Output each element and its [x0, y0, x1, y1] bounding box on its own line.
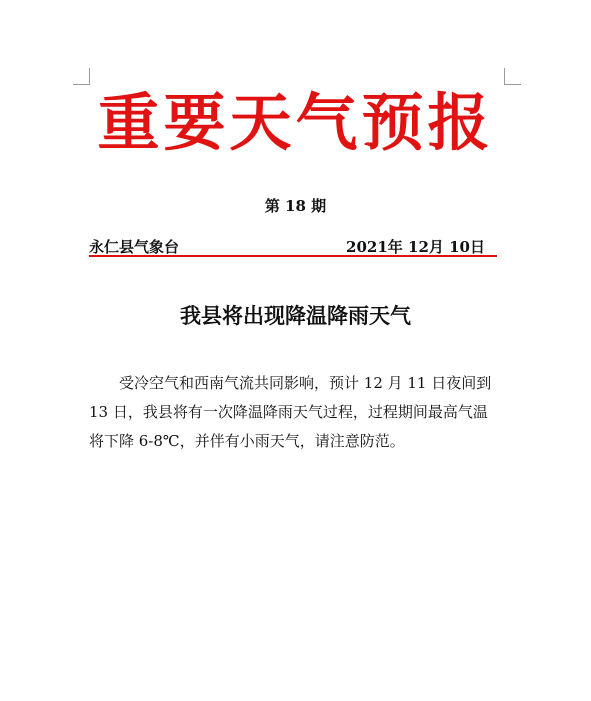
- masthead-title: 重要天气预报: [97, 86, 494, 159]
- crop-mark-top-right: [504, 68, 521, 85]
- organization-name: 永仁县气象台: [89, 238, 180, 256]
- crop-mark-top-left: [73, 68, 90, 85]
- header-divider: [89, 255, 497, 257]
- issue-date: 2021年 12月 10日: [346, 238, 485, 256]
- article-headline: 我县将出现降温降雨天气: [180, 303, 411, 328]
- header-row: [89, 236, 497, 256]
- article-body: 受冷空气和西南气流共同影响，预计 12 月 11 日夜间到 13 日，我县将有一次降温降雨天气过程，过程期间最高气温将下降 6-8℃，并伴有小雨天气，请注意防范。: [89, 374, 492, 450]
- issue-number: 第 18 期: [264, 197, 327, 215]
